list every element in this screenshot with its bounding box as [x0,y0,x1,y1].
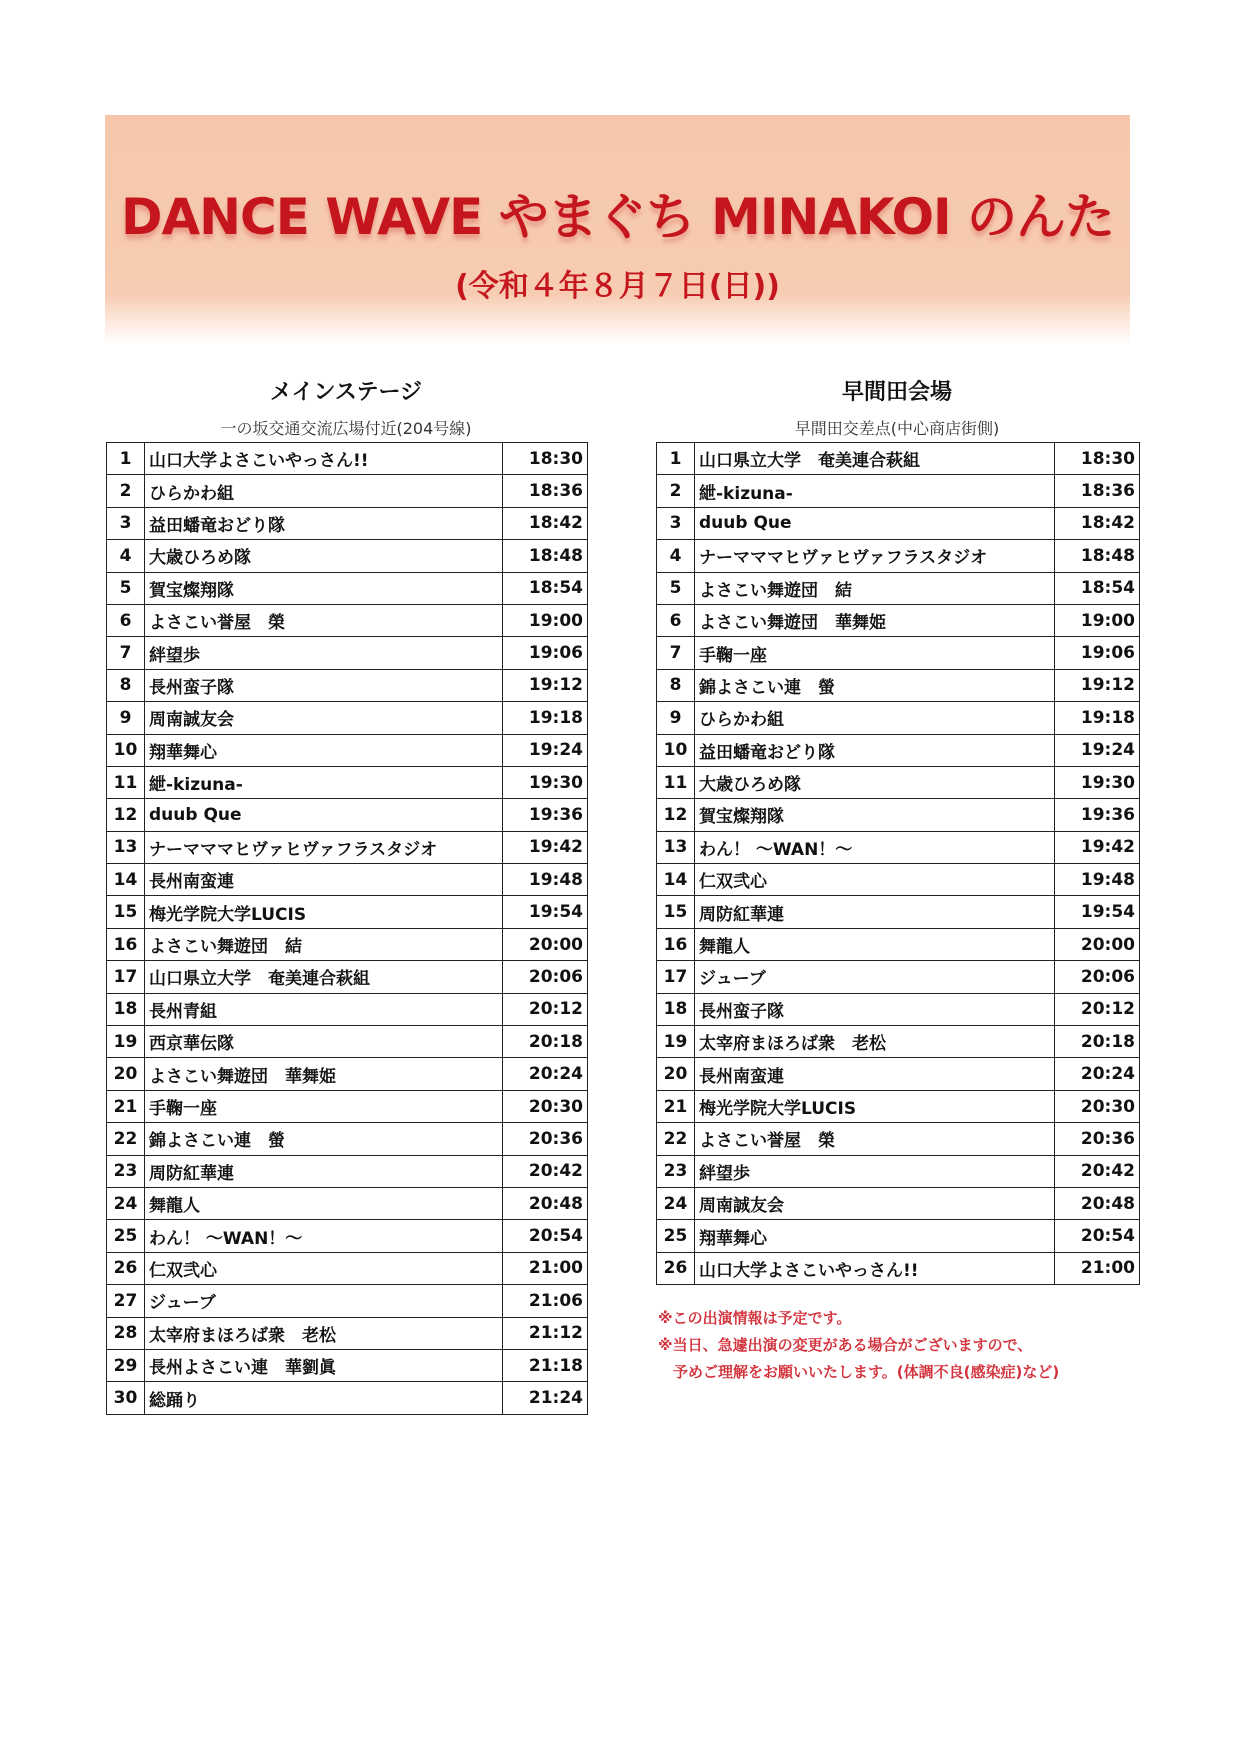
table-row [657,540,1140,572]
start-time: 19:24 [1055,734,1140,766]
order-number: 4 [107,540,145,572]
team-name: よさこい舞遊団 華舞姫 [145,1058,503,1090]
team-name: 長州南蛮連 [145,864,503,896]
order-number: 11 [107,766,145,798]
order-number: 28 [107,1317,145,1349]
note-line: 予めご理解をお願いいたします。(体調不良(感染症)など) [658,1363,1060,1381]
start-time: 18:54 [503,572,588,604]
header-banner [105,115,1130,345]
order-number: 17 [107,961,145,993]
note-line: ※この出演情報は予定です。 [658,1309,852,1327]
order-number: 29 [107,1349,145,1381]
hamada-venue-table [656,442,1140,1285]
team-name: 大歳ひろめ隊 [145,540,503,572]
table-row [107,734,588,766]
order-number: 13 [657,831,695,863]
start-time: 20:24 [503,1058,588,1090]
start-time: 19:36 [1055,799,1140,831]
team-name: 賀宝燦翔隊 [695,799,1055,831]
team-name: 山口大学よさこいやっさん!! [145,443,503,475]
start-time: 19:54 [503,896,588,928]
team-name: 錦よさこい連 螢 [695,669,1055,701]
table-row [657,669,1140,701]
start-time: 19:00 [1055,604,1140,636]
team-name: ナーマママヒヴァヒヴァフラスタジオ [695,540,1055,572]
hamada-venue-location: 早間田交差点(中心商店街側) [794,419,1000,438]
start-time: 19:12 [1055,669,1140,701]
team-name: 周防紅華連 [695,896,1055,928]
table-row [107,1285,588,1317]
team-name: 手鞠一座 [145,1090,503,1122]
team-name: ジューブ [145,1285,503,1317]
order-number: 8 [107,669,145,701]
table-row [107,475,588,507]
table-row [107,702,588,734]
team-name: 周防紅華連 [145,1155,503,1187]
start-time: 19:18 [503,702,588,734]
table-row [107,669,588,701]
order-number: 23 [657,1155,695,1187]
start-time: 19:30 [1055,766,1140,798]
start-time: 20:30 [503,1090,588,1122]
start-time: 20:54 [503,1220,588,1252]
main-stage-location: 一の坂交通交流広場付近(204号線) [220,419,472,438]
order-number: 26 [107,1252,145,1284]
order-number: 9 [657,702,695,734]
team-name: 仁双弐心 [145,1252,503,1284]
team-name: よさこい舞遊団 結 [695,572,1055,604]
start-time: 20:00 [1055,928,1140,960]
team-name: ナーマママヒヴァヒヴァフラスタジオ [145,831,503,863]
start-time: 20:30 [1055,1090,1140,1122]
team-name: よさこい誉屋 榮 [145,604,503,636]
table-row [657,766,1140,798]
event-title: DANCE WAVE やまぐち MINAKOI のんた [120,188,1115,246]
table-row [107,1155,588,1187]
team-name: 総踊り [145,1382,503,1414]
table-row [657,1026,1140,1058]
table-row [107,1187,588,1219]
team-name: わん！ ～WAN！～ [695,831,1055,863]
order-number: 8 [657,669,695,701]
table-row [107,1317,588,1349]
order-number: 18 [107,993,145,1025]
team-name: 梅光学院大学LUCIS [695,1090,1055,1122]
table-row [657,443,1140,475]
team-name: よさこい舞遊団 華舞姫 [695,604,1055,636]
team-name: 絆望歩 [145,637,503,669]
team-name: 手鞠一座 [695,637,1055,669]
team-name: よさこい誉屋 榮 [695,1123,1055,1155]
start-time: 19:18 [1055,702,1140,734]
order-number: 18 [657,993,695,1025]
start-time: 20:48 [1055,1187,1140,1219]
order-number: 12 [107,799,145,831]
team-name: 舞龍人 [695,928,1055,960]
table-row [107,507,588,539]
team-name: 紲-kizuna- [695,475,1055,507]
team-name: わん！ ～WAN！～ [145,1220,503,1252]
order-number: 3 [657,507,695,539]
start-time: 18:48 [1055,540,1140,572]
table-row [107,1382,588,1414]
order-number: 12 [657,799,695,831]
order-number: 19 [107,1026,145,1058]
table-row [657,1090,1140,1122]
order-number: 20 [107,1058,145,1090]
order-number: 10 [657,734,695,766]
table-row [107,1123,588,1155]
start-time: 21:00 [1055,1252,1140,1284]
order-number: 30 [107,1382,145,1414]
order-number: 16 [107,928,145,960]
order-number: 6 [107,604,145,636]
start-time: 19:48 [1055,864,1140,896]
order-number: 20 [657,1058,695,1090]
table-row [107,540,588,572]
team-name: 周南誠友会 [145,702,503,734]
start-time: 19:42 [503,831,588,863]
start-time: 20:48 [503,1187,588,1219]
event-date: (令和４年８月７日(日)) [455,269,780,304]
order-number: 5 [657,572,695,604]
order-number: 23 [107,1155,145,1187]
note-line: ※当日、急遽出演の変更がある場合がございますので、 [658,1336,1033,1354]
team-name: 山口県立大学 奄美連合萩組 [145,961,503,993]
order-number: 3 [107,507,145,539]
table-row [657,1187,1140,1219]
order-number: 14 [107,864,145,896]
start-time: 21:18 [503,1349,588,1381]
team-name: 梅光学院大学LUCIS [145,896,503,928]
team-name: 周南誠友会 [695,1187,1055,1219]
table-row [107,896,588,928]
table-row [107,443,588,475]
team-name: 長州よさこい連 華劉眞 [145,1349,503,1381]
team-name: 長州南蛮連 [695,1058,1055,1090]
start-time: 19:24 [503,734,588,766]
team-name: 西京華伝隊 [145,1026,503,1058]
start-time: 19:00 [503,604,588,636]
start-time: 20:42 [1055,1155,1140,1187]
start-time: 21:00 [503,1252,588,1284]
order-number: 6 [657,604,695,636]
start-time: 20:12 [1055,993,1140,1025]
team-name: ひらかわ組 [695,702,1055,734]
table-row [107,928,588,960]
start-time: 20:36 [1055,1123,1140,1155]
order-number: 15 [107,896,145,928]
team-name: duub Que [145,799,503,831]
start-time: 20:36 [503,1123,588,1155]
table-row [107,637,588,669]
order-number: 2 [657,475,695,507]
order-number: 15 [657,896,695,928]
start-time: 20:42 [503,1155,588,1187]
start-time: 19:42 [1055,831,1140,863]
table-row [107,766,588,798]
order-number: 22 [107,1123,145,1155]
start-time: 18:30 [1055,443,1140,475]
order-number: 10 [107,734,145,766]
team-name: 紲-kizuna- [145,766,503,798]
table-row [657,799,1140,831]
table-row [657,961,1140,993]
order-number: 26 [657,1252,695,1284]
table-row [657,734,1140,766]
table-row [107,1058,588,1090]
team-name: ジューブ [695,961,1055,993]
table-row [107,1090,588,1122]
table-row [657,993,1140,1025]
hamada-venue-title: 早間田会場 [841,380,952,405]
start-time: 18:36 [503,475,588,507]
order-number: 4 [657,540,695,572]
team-name: ひらかわ組 [145,475,503,507]
order-number: 21 [107,1090,145,1122]
start-time: 18:36 [1055,475,1140,507]
order-number: 24 [107,1187,145,1219]
team-name: 益田蟠竜おどり隊 [695,734,1055,766]
order-number: 2 [107,475,145,507]
table-row [107,961,588,993]
start-time: 19:36 [503,799,588,831]
team-name: 賀宝燦翔隊 [145,572,503,604]
order-number: 21 [657,1090,695,1122]
table-row [107,1349,588,1381]
order-number: 13 [107,831,145,863]
start-time: 19:06 [1055,637,1140,669]
notes [658,1305,1138,1386]
start-time: 20:18 [1055,1026,1140,1058]
main-stage-title: メインステージ [269,380,423,405]
start-time: 18:30 [503,443,588,475]
start-time: 19:48 [503,864,588,896]
team-name: 太宰府まほろば衆 老松 [145,1317,503,1349]
order-number: 16 [657,928,695,960]
team-name: 翔華舞心 [695,1220,1055,1252]
order-number: 27 [107,1285,145,1317]
start-time: 20:18 [503,1026,588,1058]
order-number: 11 [657,766,695,798]
table-row [657,928,1140,960]
order-number: 19 [657,1026,695,1058]
table-row [107,993,588,1025]
team-name: 翔華舞心 [145,734,503,766]
team-name: 長州蛮子隊 [695,993,1055,1025]
start-time: 21:06 [503,1285,588,1317]
table-row [657,1252,1140,1284]
table-row [657,1123,1140,1155]
start-time: 20:12 [503,993,588,1025]
start-time: 18:54 [1055,572,1140,604]
table-row [657,1220,1140,1252]
start-time: 18:48 [503,540,588,572]
start-time: 21:12 [503,1317,588,1349]
start-time: 18:42 [1055,507,1140,539]
start-time: 20:06 [503,961,588,993]
table-row [107,1220,588,1252]
table-row [657,831,1140,863]
order-number: 24 [657,1187,695,1219]
team-name: 長州蛮子隊 [145,669,503,701]
team-name: 長州青組 [145,993,503,1025]
team-name: duub Que [695,507,1055,539]
start-time: 20:06 [1055,961,1140,993]
table-row [657,604,1140,636]
team-name: 太宰府まほろば衆 老松 [695,1026,1055,1058]
team-name: 大歳ひろめ隊 [695,766,1055,798]
order-number: 7 [657,637,695,669]
order-number: 25 [107,1220,145,1252]
table-row [107,1026,588,1058]
team-name: 山口大学よさこいやっさん!! [695,1252,1055,1284]
team-name: 仁双弐心 [695,864,1055,896]
table-row [657,702,1140,734]
table-row [107,1252,588,1284]
table-row [657,637,1140,669]
team-name: 錦よさこい連 螢 [145,1123,503,1155]
table-row [657,1058,1140,1090]
order-number: 25 [657,1220,695,1252]
start-time: 20:24 [1055,1058,1140,1090]
order-number: 17 [657,961,695,993]
order-number: 5 [107,572,145,604]
start-time: 18:42 [503,507,588,539]
team-name: 山口県立大学 奄美連合萩組 [695,443,1055,475]
table-row [107,604,588,636]
start-time: 19:12 [503,669,588,701]
order-number: 1 [107,443,145,475]
team-name: 益田蟠竜おどり隊 [145,507,503,539]
table-row [107,799,588,831]
order-number: 1 [657,443,695,475]
start-time: 19:06 [503,637,588,669]
table-row [657,572,1140,604]
start-time: 20:00 [503,928,588,960]
order-number: 7 [107,637,145,669]
order-number: 22 [657,1123,695,1155]
table-row [107,572,588,604]
main-stage-table [106,442,588,1415]
table-row [107,831,588,863]
start-time: 20:54 [1055,1220,1140,1252]
table-row [657,475,1140,507]
table-row [107,864,588,896]
table-row [657,896,1140,928]
team-name: よさこい舞遊団 結 [145,928,503,960]
start-time: 19:30 [503,766,588,798]
table-row [657,1155,1140,1187]
order-number: 14 [657,864,695,896]
team-name: 舞龍人 [145,1187,503,1219]
table-row [657,864,1140,896]
start-time: 19:54 [1055,896,1140,928]
start-time: 21:24 [503,1382,588,1414]
team-name: 絆望歩 [695,1155,1055,1187]
order-number: 9 [107,702,145,734]
table-row [657,507,1140,539]
